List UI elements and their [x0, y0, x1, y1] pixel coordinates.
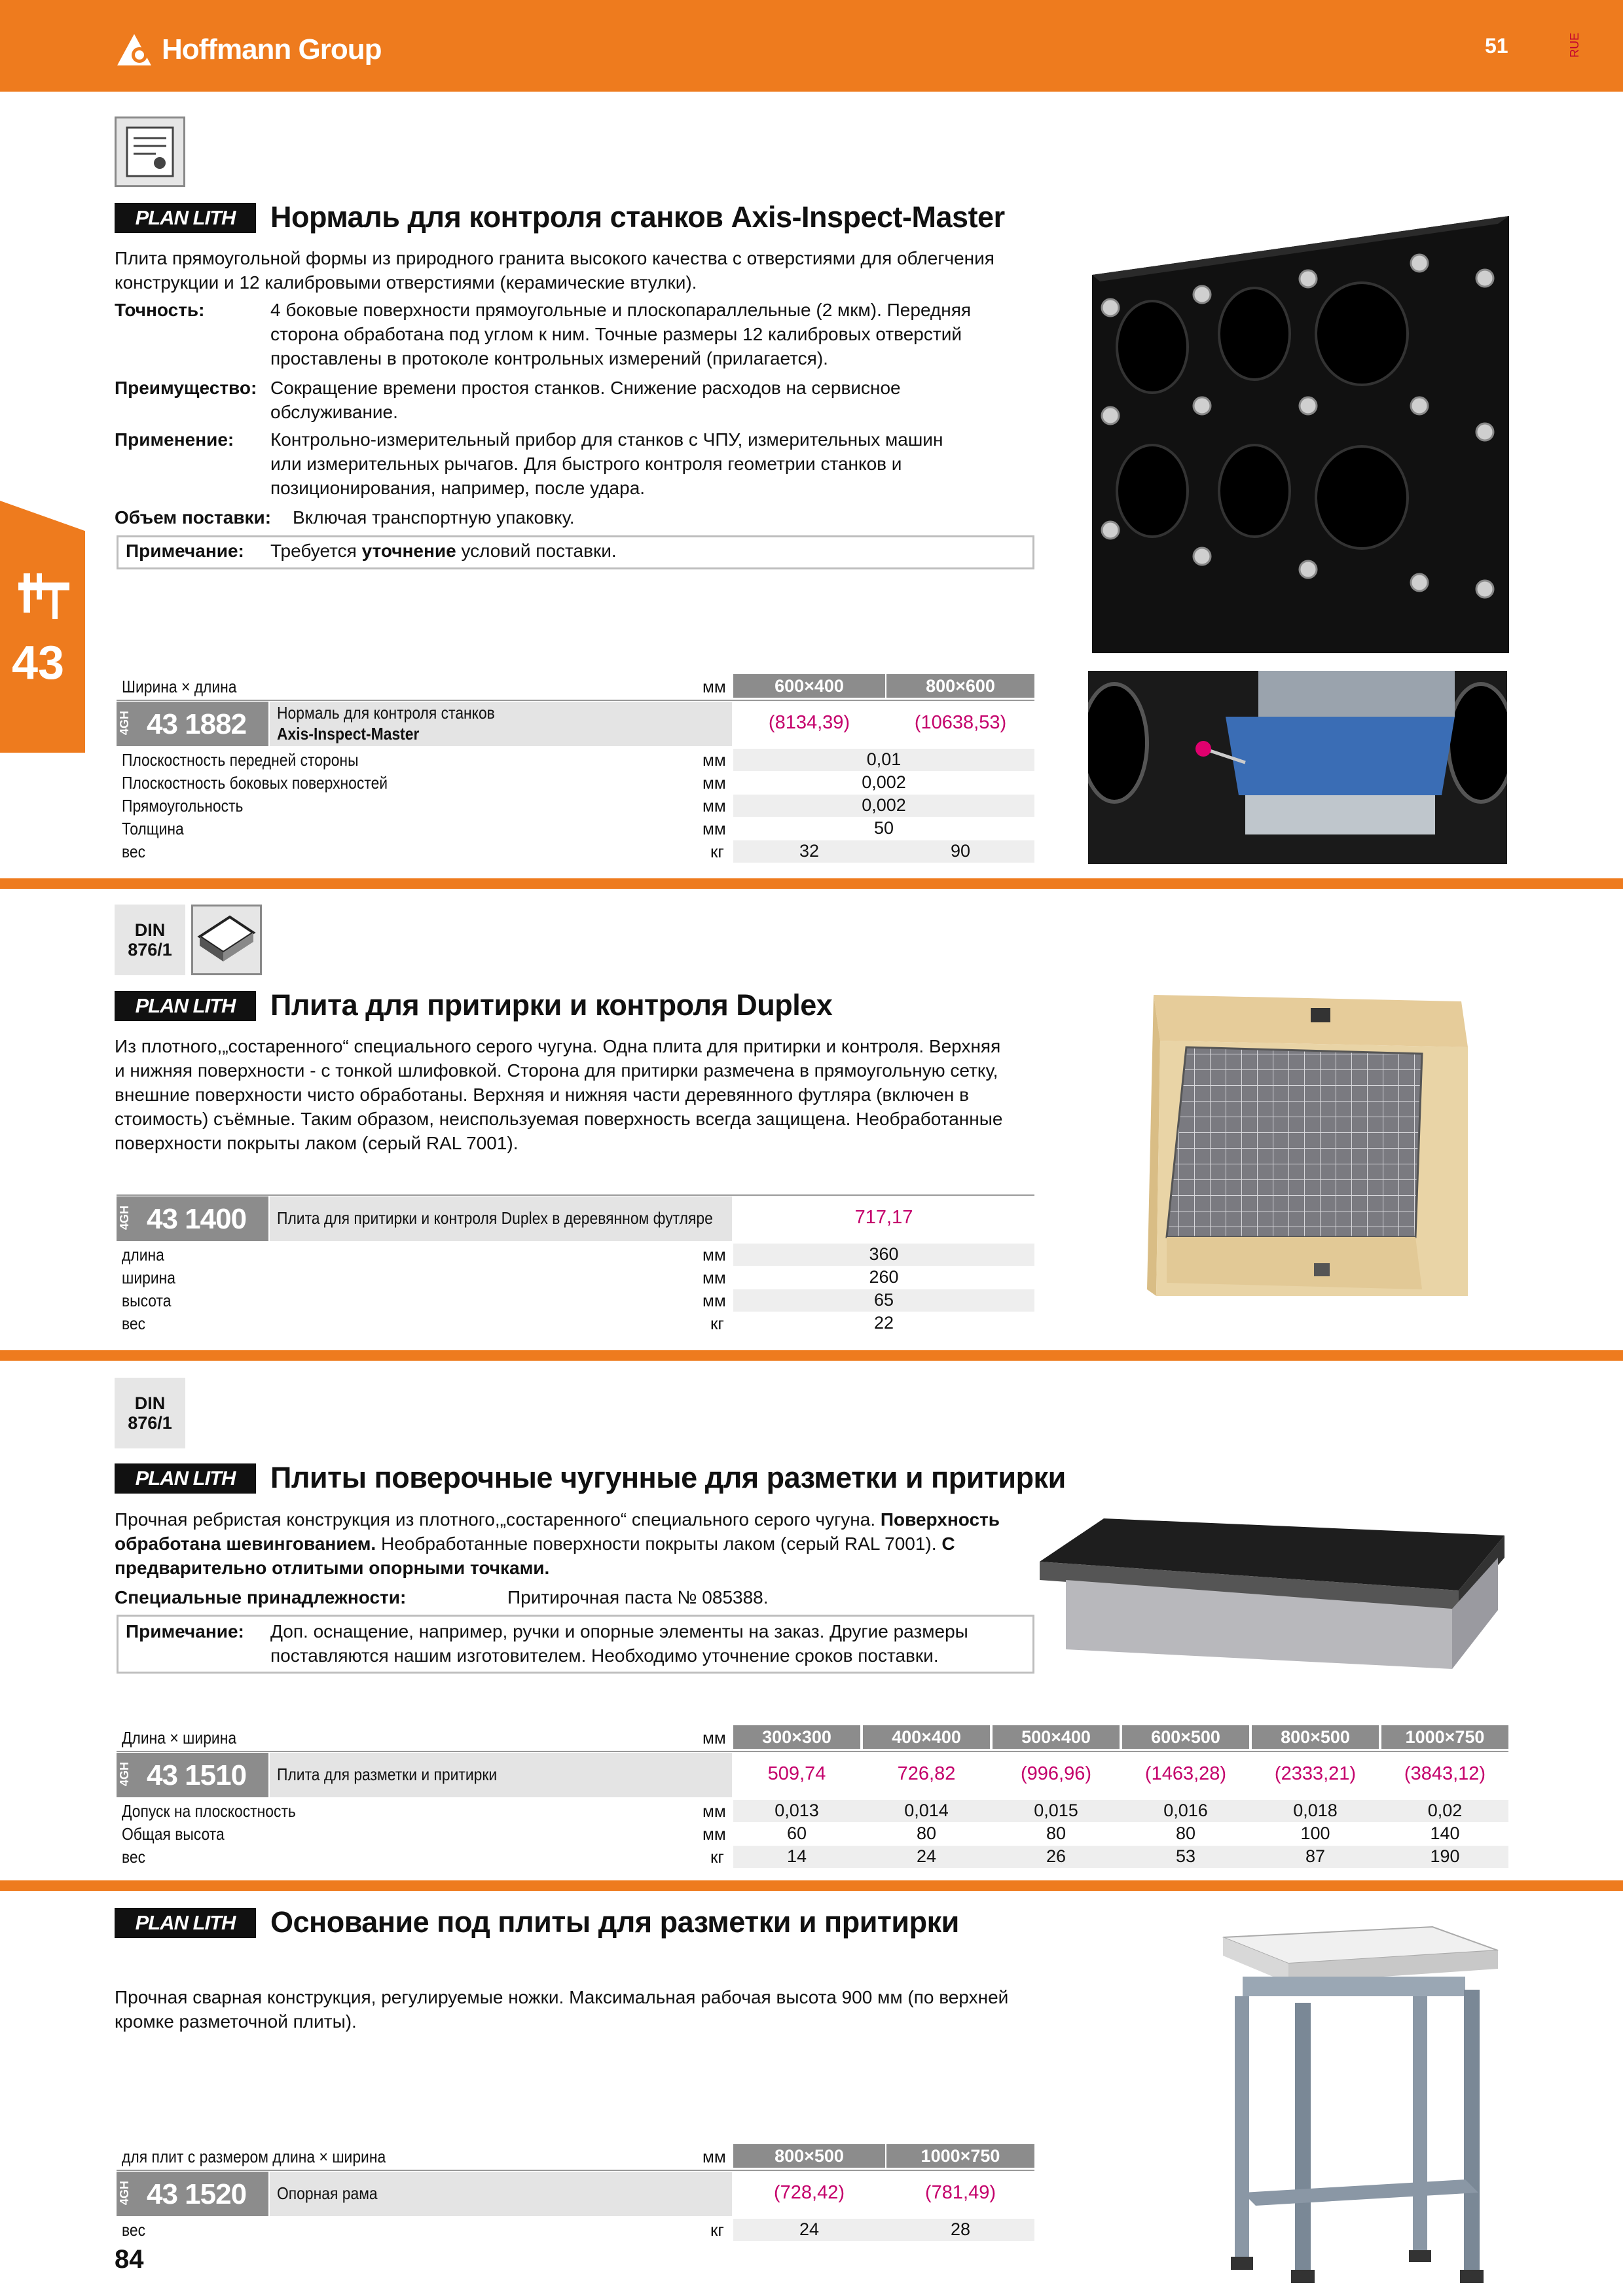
t2-row-label: ширина [122, 1268, 176, 1287]
t4-weight-value: 24 [799, 2219, 820, 2239]
page-number-bottom: 84 [115, 2245, 144, 2274]
accuracy-text [270, 298, 971, 370]
t4-size-header: 1000×750 [886, 2144, 1034, 2168]
article-number: 43 1520 [147, 2178, 247, 2210]
text-line: сторона обработана под углом к ним. Точные размеры 12 калибровых отверстий [270, 324, 962, 344]
text-line: Сокращение времени простоя станков. Снижение расходов на сервисное [270, 378, 901, 398]
note-line: поставляются нашим изготовителем. Необходимо уточнение сроков поставки. [270, 1645, 939, 1666]
t3-row-value: 0,018 [1293, 1801, 1338, 1820]
note-text-bold: уточнение [361, 541, 456, 561]
t3-row-value: 0,013 [775, 1801, 819, 1820]
t1-weight-unit: кг [710, 842, 724, 861]
language-code: RUE [1568, 33, 1581, 58]
t2-product-name: Плита для притирки и контроля Duplex в деревянном футляре [277, 1208, 713, 1228]
t4-price: (728,42) [773, 2182, 845, 2203]
t3-row-label: Общая высота [122, 1824, 225, 1844]
t2-row-unit: кг [710, 1314, 724, 1333]
t3-row-unit: мм [702, 1824, 726, 1844]
din-label: DIN [134, 1393, 166, 1413]
planolith-logo: PLAN LITH [115, 1463, 256, 1494]
t4-weight-label: вес [122, 2220, 146, 2240]
section4-title: Основание под плиты для разметки и притирки [270, 1905, 959, 1939]
din-badge [115, 905, 185, 975]
t3-row-value: 80 [916, 1823, 937, 1843]
din-number: 876/1 [128, 940, 172, 960]
chapter-number: 43 [12, 637, 65, 689]
intro-bold: С [941, 1534, 955, 1554]
lapping-symbol-badge [191, 905, 262, 975]
text-line: Контрольно-измерительный прибор для станков с ЧПУ, измерительных машин [270, 429, 943, 450]
t3-row-value: 60 [786, 1823, 807, 1843]
t3-dim-label: Длина × ширина [122, 1728, 237, 1748]
t2-row-value: 65 [873, 1290, 894, 1310]
t1-row-label: Плоскостность боковых поверхностей [122, 773, 388, 793]
caliper-icon [14, 569, 73, 628]
article-prefix: 4GH [118, 1205, 132, 1230]
t1-row-value: 50 [873, 818, 894, 838]
t4-weight-value: 28 [950, 2219, 971, 2239]
article-prefix: 4GH [118, 1761, 132, 1787]
t3-row-value: 80 [1175, 1823, 1196, 1843]
t3-price: (996,96) [1020, 1763, 1091, 1784]
t1-dim-label: Ширина × длина [122, 677, 237, 696]
t1-weight-value: 32 [799, 841, 820, 861]
note-label: Примечание: [126, 1621, 244, 1641]
intro-bold: Поверхность [880, 1509, 1000, 1530]
text-line: или измерительных рычагов. Для быстрого контроля геометрии станков и [270, 454, 902, 474]
t1-price: (10638,53) [914, 712, 1007, 733]
section-divider [0, 1880, 1623, 1891]
article-number: 43 1882 [147, 708, 247, 740]
brand-name: Hoffmann Group [162, 33, 382, 65]
application-label: Применение: [115, 429, 234, 450]
t3-size-header: 800×500 [1252, 1725, 1379, 1749]
t1-row-unit: мм [702, 819, 726, 838]
t3-line [117, 1751, 1508, 1752]
article-number: 43 1400 [147, 1203, 247, 1235]
t2-row-label: вес [122, 1314, 146, 1333]
section1-intro [115, 246, 994, 295]
t2-row-value: 360 [869, 1244, 899, 1264]
t3-row-value: 0,016 [1163, 1801, 1208, 1820]
t3-price: (2333,21) [1274, 1763, 1357, 1784]
cast-iron-plate-image [1033, 1512, 1504, 1676]
t2-row-value: 260 [869, 1267, 899, 1287]
t1-row-label: Толщина [122, 819, 184, 838]
t1-row-label: Прямоугольность [122, 796, 244, 816]
t2-row-value: 22 [873, 1313, 894, 1333]
din-number: 876/1 [128, 1413, 172, 1433]
t4-product-name: Опорная рама [277, 2183, 378, 2203]
t3-row-unit: мм [702, 1801, 726, 1821]
probe-image [1088, 671, 1507, 864]
intro-bold: предварительно отлитыми опорными точками. [115, 1558, 550, 1578]
note-line: Доп. оснащение, например, ручки и опорные элементы на заказ. Другие размеры [270, 1621, 968, 1641]
t1-weight-label: вес [122, 842, 146, 861]
intro-line: стоимость) съёмные. Таким образом, неиспользуемая поверхность всегда защищена. Необработанные [115, 1109, 1003, 1129]
t3-price: 509,74 [767, 1763, 826, 1784]
t3-row-label: Допуск на плоскостность [122, 1801, 296, 1821]
article-prefix: 4GH [118, 2180, 132, 2206]
din-badge [115, 1378, 185, 1448]
t1-row-unit: мм [702, 796, 726, 816]
t3-row-value: 24 [916, 1846, 937, 1866]
certificate-icon [117, 118, 183, 185]
note-text-part: условий поставки. [456, 541, 617, 561]
intro-line: кромке разметочной плиты). [115, 2011, 357, 2032]
text-line: позиционирования, например, после удара. [270, 478, 646, 498]
intro-line: Плита прямоугольной формы из природного гранита высокого качества с отверстиями для облегчения [115, 248, 994, 268]
text-line: проставлены в протоколе контрольных измерений (прилагается). [270, 348, 828, 368]
t2-row-unit: мм [702, 1291, 726, 1310]
t2-row-label: длина [122, 1245, 164, 1265]
t3-row-value: 87 [1305, 1846, 1326, 1866]
section3-intro [115, 1507, 1000, 1580]
intro-line [115, 1507, 1000, 1532]
t2-article-box [117, 1196, 268, 1241]
planolith-logo: PLAN LITH [115, 203, 256, 233]
t2-price: 717,17 [854, 1207, 913, 1228]
t4-dim-label: для плит с размером длина × ширина [122, 2147, 386, 2166]
din-label: DIN [134, 920, 166, 940]
planolith-logo: PLAN LITH [115, 991, 256, 1021]
t3-row-label: вес [122, 1847, 146, 1867]
t3-row-value: 100 [1300, 1823, 1330, 1843]
t3-row-value: 80 [1046, 1823, 1067, 1843]
t4-weight-unit: кг [710, 2220, 724, 2240]
intro-part: Прочная ребристая конструкция из плотного,„состаренного“ специального серого чугуна. [115, 1509, 881, 1530]
t2-row-label: высота [122, 1291, 172, 1310]
text-line: обслуживание. [270, 402, 398, 422]
t4-dim-unit: мм [702, 2147, 726, 2166]
advantage-text [270, 376, 901, 424]
t3-dim-unit: мм [702, 1728, 726, 1748]
page-header [0, 0, 1623, 92]
intro-line [115, 1532, 1000, 1556]
section2-intro [115, 1034, 1002, 1155]
t1-dim-unit: мм [702, 677, 726, 696]
advantage-label: Преимущество: [115, 378, 257, 398]
certificate-badge [115, 117, 185, 187]
t1-row-value: 0,002 [862, 795, 906, 815]
t3-product-name: Плита для разметки и притирки [277, 1765, 498, 1784]
t3-size-header: 400×400 [863, 1725, 990, 1749]
section2-title: Плита для притирки и контроля Duplex [270, 988, 833, 1022]
accessories-label: Специальные принадлежности: [115, 1587, 407, 1607]
t4-size-header: 800×500 [733, 2144, 885, 2168]
t3-article-box [117, 1753, 268, 1797]
t3-size-header: 300×300 [733, 1725, 860, 1749]
text-line: 4 боковые поверхности прямоугольные и плоскопараллельные (2 мкм). Передняя [270, 300, 972, 320]
section3-title: Плиты поверочные чугунные для разметки и притирки [270, 1461, 1066, 1494]
delivery-text: Включая транспортную упаковку. [293, 507, 575, 528]
t3-size-header: 1000×750 [1381, 1725, 1508, 1749]
t3-size-header: 500×400 [993, 1725, 1120, 1749]
intro-part: Необработанные поверхности покрыты лаком (серый RAL 7001). [376, 1534, 942, 1554]
product-line: Нормаль для контроля станков [277, 703, 495, 723]
t1-row-value: 0,002 [862, 772, 906, 792]
t3-size-header: 600×500 [1122, 1725, 1249, 1749]
lapping-plate-icon [193, 906, 260, 973]
t3-row-value: 14 [786, 1846, 807, 1866]
t1-line [117, 700, 1034, 701]
t1-size-header: 600×400 [733, 674, 885, 698]
t4-price: (781,49) [924, 2182, 996, 2203]
t3-row-value: 140 [1430, 1823, 1460, 1843]
intro-line: поверхности покрыты лаком (серый RAL 7001). [115, 1133, 519, 1153]
t1-row-unit: мм [702, 773, 726, 793]
planolith-logo: PLAN LITH [115, 1908, 256, 1938]
hoffmann-logo-icon [115, 31, 155, 68]
note-text [270, 1619, 968, 1668]
note-text-part: Требуется [270, 541, 362, 561]
intro-line: Прочная сварная конструкция, регулируемые ножки. Максимальная рабочая высота 900 мм (по верхней [115, 1987, 1009, 2007]
t3-row-value: 0,02 [1427, 1801, 1463, 1820]
t3-price: 726,82 [897, 1763, 956, 1784]
t1-size-header: 800×600 [886, 674, 1034, 698]
t2-row-unit: мм [702, 1268, 726, 1287]
intro-line: внешние поверхности чисто обработаны. Верхняя и нижняя части деревянного футляра (включен в [115, 1085, 969, 1105]
intro-line: конструкции и 12 калибровыми отверстиями (керамические втулки). [115, 272, 697, 293]
section-divider [0, 1350, 1623, 1361]
t1-row-unit: мм [702, 750, 726, 770]
intro-line [115, 1556, 1000, 1580]
article-number: 43 1510 [147, 1759, 247, 1791]
article-prefix: 4GH [118, 710, 132, 736]
duplex-plate-case-image [1147, 975, 1474, 1302]
section-divider [0, 878, 1623, 889]
t3-row-value: 190 [1430, 1846, 1460, 1866]
t1-price: (8134,39) [768, 712, 850, 733]
t3-price: (1463,28) [1144, 1763, 1227, 1784]
t3-row-value: 0,015 [1034, 1801, 1078, 1820]
intro-line: и нижняя поверхности - с тонкой шлифовкой. Сторона для притирки размечена в прямоугольную сетку, [115, 1060, 998, 1081]
section1-title: Нормаль для контроля станков Axis-Inspect-Master [270, 200, 1005, 234]
t3-row-unit: кг [710, 1847, 724, 1867]
t3-row-value: 26 [1046, 1846, 1067, 1866]
delivery-label: Объем поставки: [115, 507, 272, 528]
product-line: Axis-Inspect-Master [277, 724, 420, 744]
accuracy-label: Точность: [115, 300, 205, 320]
t3-row-value: 0,014 [904, 1801, 949, 1820]
t1-row-label: Плоскостность передней стороны [122, 750, 359, 770]
application-text [270, 427, 943, 500]
t3-price: (3843,12) [1404, 1763, 1486, 1784]
intro-line: Из плотного,„состаренного“ специального серого чугуна. Одна плита для притирки и контроля. Верхняя [115, 1036, 1001, 1056]
t3-row-value: 53 [1175, 1846, 1196, 1866]
t2-line [117, 1194, 1034, 1196]
page-number-top: 51 [1485, 34, 1508, 58]
intro-bold: обработана шевингованием. [115, 1534, 376, 1554]
t4-article-box [117, 2172, 268, 2216]
granite-plate-image [1092, 216, 1509, 653]
t2-row-unit: мм [702, 1245, 726, 1265]
t1-row-value: 0,01 [866, 749, 902, 769]
note-text [270, 539, 617, 563]
t1-weight-value: 90 [950, 841, 971, 861]
accessories-text: Притирочная паста № 085388. [507, 1587, 769, 1607]
t1-product-name [277, 702, 495, 744]
section4-intro [115, 1985, 1008, 2034]
t4-line [117, 2170, 1034, 2171]
support-stand-image [1216, 1918, 1504, 2287]
note-label: Примечание: [126, 541, 244, 561]
hoffmann-logo[interactable] [115, 31, 382, 68]
t1-article-box [117, 702, 268, 746]
